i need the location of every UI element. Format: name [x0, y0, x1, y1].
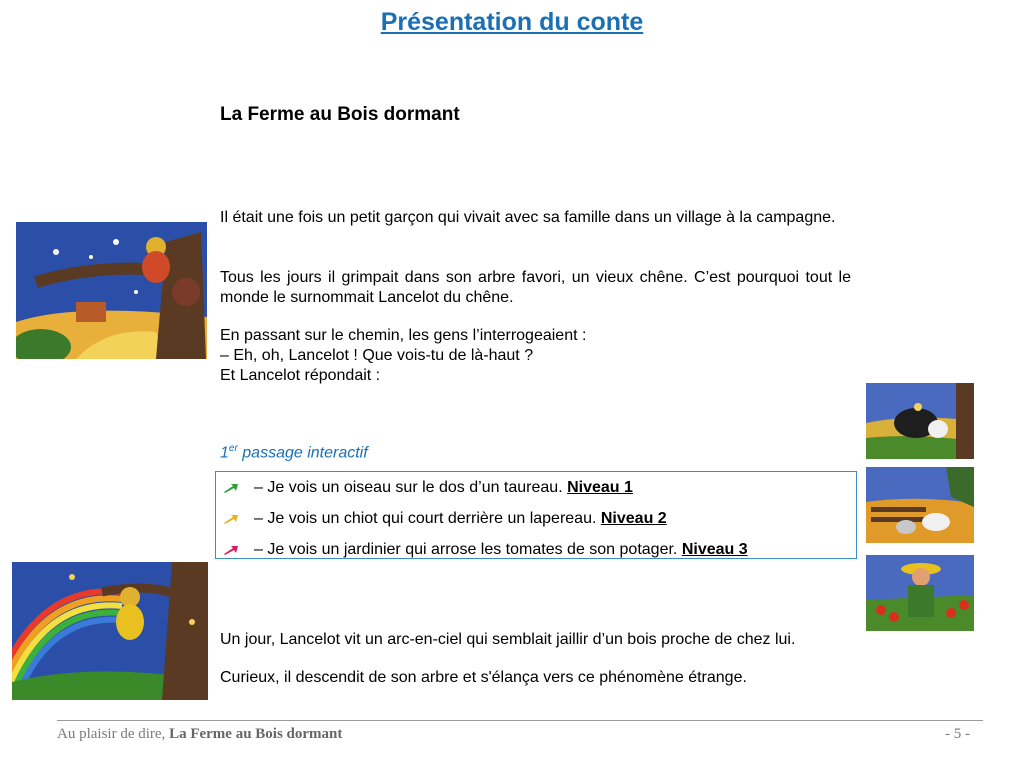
boy-in-tree-illustration	[16, 222, 207, 359]
puppy-chasing-rabbit-illustration	[866, 467, 974, 543]
choice-2	[224, 509, 667, 529]
paragraph-3	[220, 326, 851, 386]
choice-3	[224, 540, 748, 560]
arrow-bullet-icon	[224, 545, 238, 555]
passage-heading	[220, 443, 368, 462]
bull-with-bird-illustration	[866, 383, 974, 459]
choice-3-text: – Je vois un jardinier qui arrose les tomates de son potager.	[254, 541, 678, 558]
passage-label: passage interactif	[242, 444, 368, 462]
choice-1	[224, 478, 633, 498]
paragraph-4: Un jour, Lancelot vit un arc-en-ciel qui semblait jaillir d’un bois proche de chez lui.	[220, 631, 796, 648]
paragraph-3-line-2: – Eh, oh, Lancelot ! Que vois-tu de là-haut ?	[220, 347, 534, 364]
arrow-bullet-icon	[224, 483, 238, 493]
footer-book-title: La Ferme au Bois dormant	[169, 726, 343, 742]
choice-box	[215, 471, 857, 559]
paragraph-1: Il était une fois un petit garçon qui vivait avec sa famille dans un village à la campagne.	[220, 209, 836, 226]
passage-number: 1	[220, 444, 229, 462]
paragraph-3-line-3: Et Lancelot répondait :	[220, 367, 381, 384]
paragraph-5: Curieux, il descendit de son arbre et s'élança vers ce phénomène étrange.	[220, 669, 747, 686]
choice-2-level-link[interactable]: Niveau 2	[600, 510, 667, 527]
boy-swinging-rainbow-illustration	[12, 562, 208, 700]
passage-superscript: er	[228, 443, 238, 454]
footer-prefix: Au plaisir de dire,	[57, 726, 170, 742]
story-title: La Ferme au Bois dormant	[220, 104, 460, 125]
paragraph-2: Tous les jours il grimpait dans son arbre favori, un vieux chêne. C’est pourquoi tout le monde le surnommait Lancelot du chêne.	[220, 269, 851, 306]
page-title: Présentation du conte	[380, 8, 644, 36]
page-number: - 5 -	[945, 726, 970, 742]
choice-1-level-link[interactable]: Niveau 1	[567, 479, 633, 496]
paragraph-3-line-1: En passant sur le chemin, les gens l’interrogeaient :	[220, 327, 587, 344]
choice-1-text: – Je vois un oiseau sur le dos d’un taureau.	[254, 479, 563, 496]
choice-2-text: – Je vois un chiot qui court derrière un lapereau.	[254, 510, 597, 527]
arrow-bullet-icon	[224, 514, 238, 524]
footer-source	[57, 726, 342, 743]
gardener-tomatoes-illustration	[866, 555, 974, 631]
choice-3-level-link[interactable]: Niveau 3	[681, 541, 748, 558]
footer-divider	[57, 720, 983, 721]
